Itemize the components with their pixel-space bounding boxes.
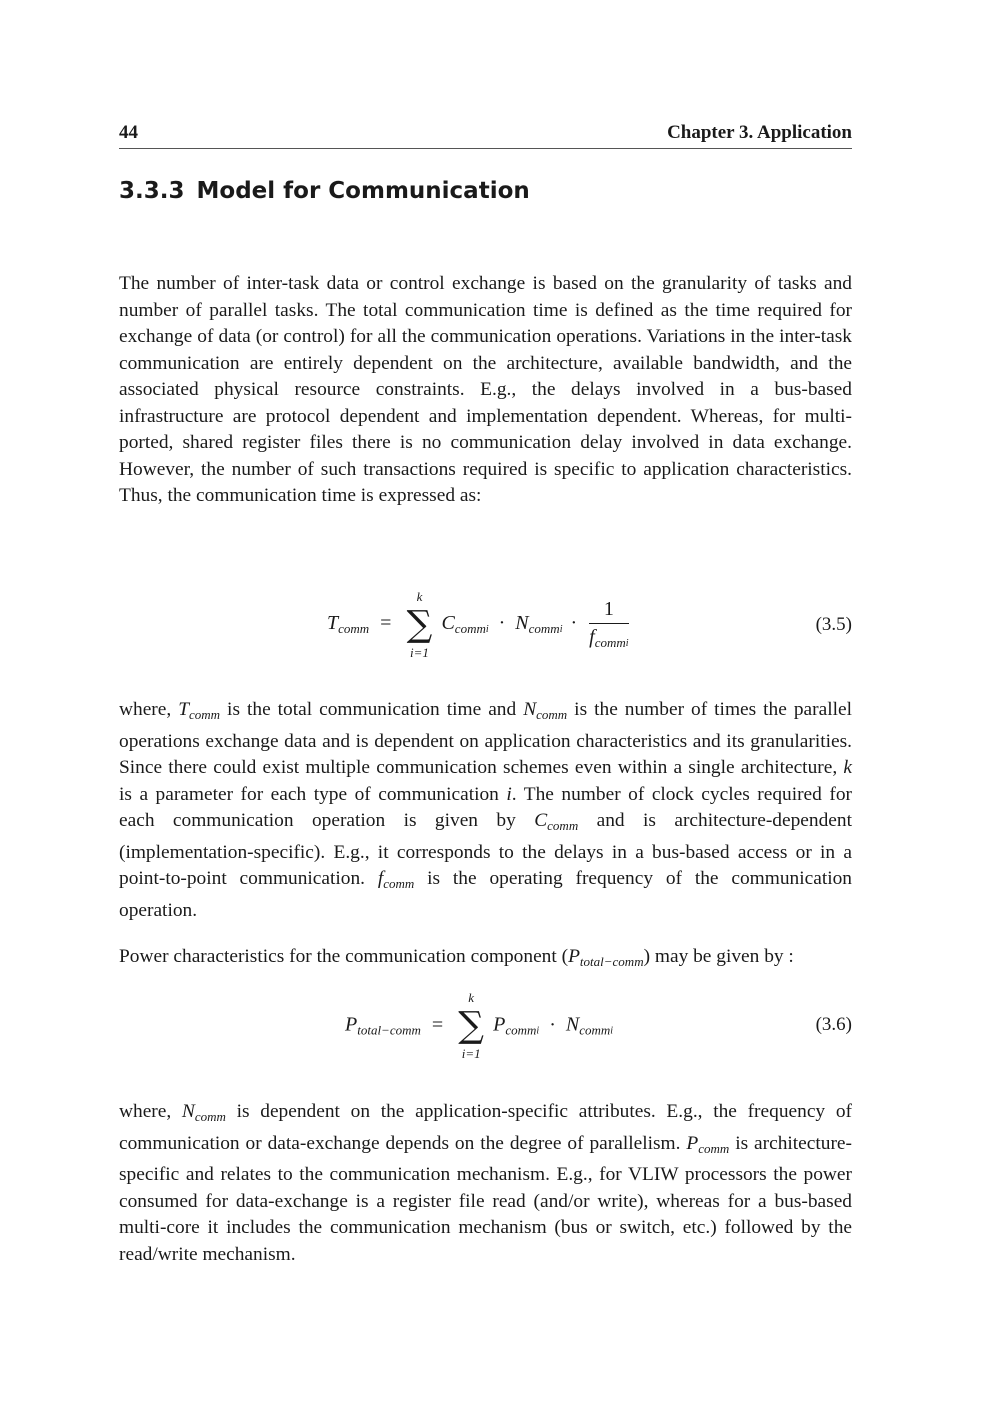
paragraph-power: Power characteristics for the communication component $(P_{total-comm})$ may be given by : bbox=[119, 946, 794, 969]
equation-3-6-body: $P_{total-comm}$ = k ∑ i=1 $P_{comm}i \cdot N_{comm}i$ bbox=[345, 990, 614, 1061]
summation-symbol: k ∑ i=1 bbox=[406, 588, 433, 660]
page-number: 44 bbox=[119, 122, 138, 143]
equation-3-6 bbox=[119, 990, 852, 1061]
summation-symbol: k ∑ i=1 bbox=[458, 990, 484, 1061]
paragraph-power-definitions: where, $N_{comm}$ is dependent on the application-specific attributes. E.g., the frequency of communication or data-exchange depends on the degree of parallelism. $P_{comm}$ is architecture-specific and relates to the communication mechanism. E.g., for VLIW processors the power consumed for data-exchange is a register file read (and/or write), whereas for a bus-based multi-core it includes the communication mechanism (bus or switch, etc.) followed by the read/write mechanism. bbox=[119, 1101, 852, 1265]
section-heading bbox=[119, 178, 530, 204]
section-number: 3.3.3 bbox=[119, 178, 185, 204]
paragraph-definitions: where, $T_{comm}$ is the total communication time and $N_{comm}$ is the number of times the parallel operations exchange data and is dependent on application characteristics and its granularities. Since there could exist multiple communication schemes even within a single architecture, k is a parameter for each type of communication i. The number of clock cycles required for each communication operation is given by $C_{comm}$ and is architecture-dependent (implementation-specific). E.g., it corresponds to the delays in a bus-based access or in a point-to-point communication. $f_{comm}$ is the operating frequency of the communication operation. bbox=[119, 699, 853, 921]
equation-3-5-body: $T_{comm}$ = k ∑ i=1 $C_{comm}i \cdot N_{comm}i$ · $\frac{1}{f_{comm}i}$ bbox=[327, 588, 629, 660]
equation-number: (3.6) bbox=[815, 1014, 852, 1035]
section-title: Model for Communication bbox=[196, 178, 530, 204]
equation-number: (3.5) bbox=[815, 614, 852, 635]
running-header bbox=[119, 122, 852, 149]
equation-3-5 bbox=[119, 590, 852, 660]
fraction: $\frac{1}{f_{comm}i}$ bbox=[589, 598, 629, 650]
paragraph-intro: The number of inter-task data or control exchange is based on the granularity of tasks and number of parallel tasks. The total communication time is defined as the time required for exchange of data (or control) for all the communication operations. Variations in the inter-task communication are entirely dependent on the architecture, available bandwidth, and the associated physical resource constraints. E.g., the delays involved in a bus-based infrastructure are protocol dependent and implementation dependent. Whereas, for multi-ported, shared register files there is no communication delay involved in data exchange. However, the number of such transactions required is specific to application characteristics. Thus, the communication time is expressed as: bbox=[119, 273, 852, 506]
chapter-title: Chapter 3. Application bbox=[667, 122, 852, 143]
